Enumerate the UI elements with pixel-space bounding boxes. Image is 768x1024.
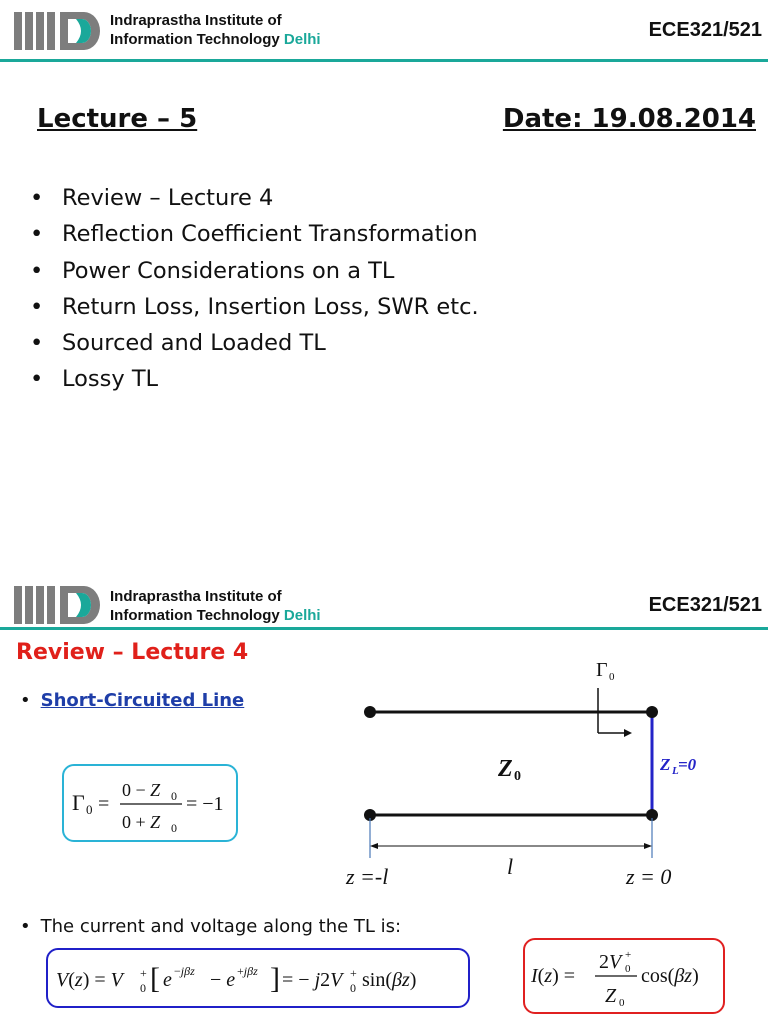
list-item	[30, 180, 479, 216]
current-voltage-text: The current and voltage along the TL is:	[40, 916, 402, 937]
bullet-icon: •	[20, 690, 31, 711]
svg-text:0 + Z: 0 + Z	[122, 812, 161, 832]
list-item	[30, 325, 479, 361]
list-item	[30, 361, 479, 397]
institute-line-2-main: Information Technology	[110, 607, 280, 624]
gamma-indicator	[596, 659, 632, 737]
svg-text:Z: Z	[605, 985, 617, 1007]
review-title: Review – Lecture 4	[16, 640, 249, 665]
svg-text:0 − Z: 0 − Z	[122, 780, 161, 800]
svg-text:I(z) =: I(z) =	[531, 965, 576, 987]
svg-text:0: 0	[625, 963, 631, 975]
institute-name	[110, 587, 321, 625]
list-item-text: Return Loss, Insertion Loss, SWR etc.	[62, 293, 479, 320]
iiitd-logo	[14, 10, 102, 52]
list-item	[30, 253, 479, 289]
voltage-equation-box	[46, 948, 470, 1008]
svg-text:0: 0	[350, 981, 356, 995]
right-position-label: z = 0	[626, 864, 672, 889]
bullet-icon: •	[20, 916, 31, 937]
voltage-equation	[48, 950, 468, 1006]
bullet-icon: •	[30, 330, 44, 357]
transmission-line-diagram	[330, 646, 730, 896]
institute-line-1: Indraprastha Institute of	[110, 12, 282, 29]
course-code: ECE321/521	[648, 19, 762, 41]
short-circuited-bullet	[20, 690, 244, 711]
institute-name	[110, 11, 321, 49]
svg-text:−jβz: −jβz	[174, 964, 195, 978]
slide-header	[0, 576, 768, 636]
svg-text:0: 0	[171, 821, 177, 835]
terminal-dot	[646, 706, 658, 718]
institute-line-2-accent: Delhi	[283, 31, 321, 48]
list-item	[30, 216, 479, 252]
svg-text:sin(βz): sin(βz)	[362, 969, 417, 991]
current-voltage-bullet	[20, 916, 401, 937]
iiitd-logo	[14, 584, 102, 626]
institute-line-2	[110, 30, 321, 49]
svg-text:0: 0	[171, 789, 177, 803]
svg-text:e: e	[163, 969, 172, 991]
svg-text:+: +	[625, 949, 632, 961]
svg-text:0: 0	[86, 802, 93, 817]
svg-text:V(z) = V: V(z) = V	[56, 969, 123, 991]
z0-label: Z	[498, 756, 513, 782]
institute-line-2	[110, 606, 321, 625]
svg-text:0: 0	[619, 997, 625, 1009]
slide-header	[0, 0, 768, 60]
gamma-equation-box	[62, 764, 238, 842]
length-label: l	[507, 854, 514, 879]
institute-line-2-accent: Delhi	[283, 607, 321, 624]
gamma-subscript: 0	[609, 671, 615, 683]
arrow-right-icon	[624, 729, 632, 737]
list-item-text: Power Considerations on a TL	[62, 257, 395, 284]
arrow-left-icon	[370, 843, 378, 849]
svg-text:Γ: Γ	[72, 790, 85, 815]
header-divider	[0, 59, 768, 62]
bullet-icon: •	[30, 293, 44, 320]
svg-text:= −1: = −1	[186, 793, 224, 815]
svg-text:cos(βz): cos(βz)	[641, 965, 699, 987]
lecture-date: Date: 19.08.2014	[502, 104, 756, 134]
course-code: ECE321/521	[648, 594, 762, 616]
list-item-text: Reflection Coefficient Transformation	[62, 221, 478, 248]
z0-subscript: 0	[514, 769, 521, 784]
list-item-text: Lossy TL	[62, 366, 159, 393]
svg-text:]: ]	[270, 962, 280, 995]
bullet-icon: •	[30, 185, 44, 211]
gamma-label: Γ	[596, 659, 608, 681]
svg-text:0: 0	[140, 981, 146, 995]
list-item	[30, 289, 479, 325]
topic-list	[30, 180, 479, 398]
current-equation-box	[523, 938, 725, 1014]
bullet-icon: •	[30, 366, 44, 393]
svg-text:=: =	[98, 793, 110, 815]
lecture-title: Lecture – 5	[37, 104, 198, 134]
svg-text:− e: − e	[210, 969, 236, 991]
list-item-text: Sourced and Loaded TL	[62, 330, 326, 357]
zl-subscript: L	[672, 765, 679, 777]
svg-text:= − j2V: = − j2V	[282, 969, 343, 991]
svg-text:+: +	[350, 966, 357, 980]
arrow-right-icon	[644, 843, 652, 849]
bullet-icon: •	[30, 257, 44, 284]
svg-text:[: [	[150, 962, 160, 995]
svg-text:+: +	[140, 966, 147, 980]
left-position-label: z =-l	[346, 864, 389, 889]
list-item-text: Review – Lecture 4	[62, 185, 274, 211]
zl-value: =0	[678, 755, 697, 774]
header-divider	[0, 627, 768, 630]
slide-2	[0, 576, 768, 1024]
zl-label: Z	[660, 755, 671, 774]
short-circuited-link[interactable]: Short-Circuited Line	[40, 690, 245, 711]
terminal-dot	[364, 706, 376, 718]
bullet-icon: •	[30, 221, 44, 248]
svg-text:+jβz: +jβz	[237, 964, 258, 978]
gamma-equation	[64, 766, 236, 840]
current-equation	[525, 940, 723, 1012]
institute-line-1: Indraprastha Institute of	[110, 588, 282, 605]
svg-text:2V: 2V	[599, 951, 622, 973]
institute-line-2-main: Information Technology	[110, 31, 280, 48]
